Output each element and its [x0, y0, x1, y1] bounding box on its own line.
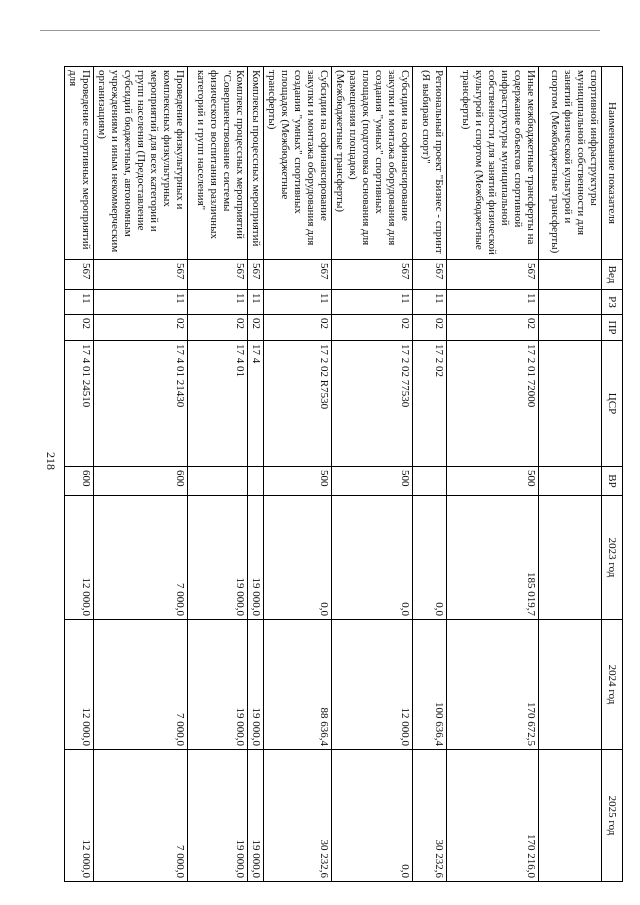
cell-2023: 185 019,7	[447, 496, 539, 620]
cell-2023: 19 000,0	[188, 496, 248, 620]
page-number: 218	[44, 452, 58, 470]
header-2025: 2025 год	[602, 750, 623, 882]
cell-name: Иные межбюджетные трансферты на содержание объектов спортивной инфраструктуры муниципальной собственности для занятий физической культурой и спортом (Межбюджетные трансферты)	[447, 67, 539, 260]
cell-csr: 17 2 02 R7530	[264, 341, 332, 467]
cell-2025: 0,0	[332, 750, 413, 882]
table-row	[332, 67, 413, 882]
cell-name: Проведение спортивных мероприятий для	[65, 67, 94, 260]
cell-2025: 7 000,0	[94, 750, 188, 882]
cell-name: Проведение физкультурных и комплексных физкультурных мероприятий для всех категорий и групп населения (Предоставление субсидий бюджетным, автономным учреждениям и иным некоммерческим организациям)	[94, 67, 188, 260]
cell-2024: 12 000,0	[65, 620, 94, 750]
table-row	[447, 67, 539, 882]
cell-name: Комплексы процессных мероприятий	[248, 67, 264, 260]
cell-name: Субсидии на софинансирование закупки и монтажа оборудования для создания "умных" спортивных площадок (Межбюджетные трансферты)	[264, 67, 332, 260]
cell-csr	[539, 341, 602, 467]
header-csr: ЦСР	[602, 341, 623, 467]
cell-rz	[539, 290, 602, 315]
cell-ved: 567	[413, 260, 447, 290]
header-ved: Вед	[602, 260, 623, 290]
cell-2023: 0,0	[264, 496, 332, 620]
cell-rz: 11	[65, 290, 94, 315]
cell-ved: 567	[94, 260, 188, 290]
cell-rz: 11	[264, 290, 332, 315]
cell-ved: 567	[188, 260, 248, 290]
cell-rz: 11	[332, 290, 413, 315]
cell-2025: 12 000,0	[65, 750, 94, 882]
cell-vr	[413, 467, 447, 496]
cell-ved: 567	[264, 260, 332, 290]
cell-rz: 11	[447, 290, 539, 315]
cell-2024: 88 636,4	[264, 620, 332, 750]
cell-vr: 600	[94, 467, 188, 496]
cell-pr	[539, 315, 602, 341]
cell-name: Комплекс процессных мероприятий "Совершенствование системы физического воспитания различных категорий и групп населения"	[188, 67, 248, 260]
cell-2024: 100 636,4	[413, 620, 447, 750]
header-2024: 2024 год	[602, 620, 623, 750]
cell-ved: 567	[65, 260, 94, 290]
cell-vr: 500	[332, 467, 413, 496]
cell-2023: 0,0	[332, 496, 413, 620]
header-vr: ВР	[602, 467, 623, 496]
cell-2025	[539, 750, 602, 882]
cell-2023	[539, 496, 602, 620]
cell-2025: 30 232,6	[264, 750, 332, 882]
cell-rz: 11	[188, 290, 248, 315]
cell-ved: 567	[248, 260, 264, 290]
cell-name: Региональный проект "Бизнес - спринт (Я выбираю спорт)"	[413, 67, 447, 260]
table-row	[94, 67, 188, 882]
cell-rz: 11	[94, 290, 188, 315]
cell-vr: 500	[447, 467, 539, 496]
cell-ved: 567	[332, 260, 413, 290]
cell-2024: 170 672,5	[447, 620, 539, 750]
cell-csr: 17 4 01	[188, 341, 248, 467]
cell-pr: 02	[65, 315, 94, 341]
cell-vr: 500	[264, 467, 332, 496]
cell-pr: 02	[332, 315, 413, 341]
table-row	[65, 67, 94, 882]
cell-vr: 600	[65, 467, 94, 496]
scan-edge-line	[40, 30, 600, 31]
cell-rz: 11	[413, 290, 447, 315]
table-row	[413, 67, 447, 882]
table-row	[264, 67, 332, 882]
cell-name: Субсидии на софинансирование закупки и монтажа оборудования для создания "умных" спортивных площадок (подготовка основания для размещения площадок) (Межбюджетные трансферты)	[332, 67, 413, 260]
table-row	[539, 67, 602, 882]
cell-pr: 02	[264, 315, 332, 341]
cell-2024: 12 000,0	[332, 620, 413, 750]
header-pr: ПР	[602, 315, 623, 341]
table-row	[248, 67, 264, 882]
table-row	[188, 67, 248, 882]
cell-ved	[539, 260, 602, 290]
cell-name: спортивной инфраструктуры муниципальной собственности для занятий физической культурой и спортом (Межбюджетные трансферты)	[539, 67, 602, 260]
cell-2024: 7 000,0	[94, 620, 188, 750]
header-name: Наименование показателя	[602, 67, 623, 260]
cell-csr: 17 2 01 72000	[447, 341, 539, 467]
cell-vr	[248, 467, 264, 496]
cell-2025: 19 000,0	[188, 750, 248, 882]
cell-2023: 19 000,0	[248, 496, 264, 620]
rotated-table-wrapper	[67, 66, 623, 881]
cell-csr: 17 2 02 77530	[332, 341, 413, 467]
cell-csr: 17 2 02	[413, 341, 447, 467]
cell-2025: 170 216,0	[447, 750, 539, 882]
header-rz: РЗ	[602, 290, 623, 315]
cell-2025: 30 232,6	[413, 750, 447, 882]
budget-table	[64, 66, 623, 882]
cell-2023: 12 000,0	[65, 496, 94, 620]
cell-pr: 02	[447, 315, 539, 341]
cell-csr: 17 4	[248, 341, 264, 467]
cell-pr: 02	[188, 315, 248, 341]
cell-2023: 0,0	[413, 496, 447, 620]
cell-vr	[539, 467, 602, 496]
cell-vr	[188, 467, 248, 496]
cell-pr: 02	[94, 315, 188, 341]
cell-csr: 17 4 01 21430	[94, 341, 188, 467]
cell-2023: 7 000,0	[94, 496, 188, 620]
cell-2024: 19 000,0	[248, 620, 264, 750]
cell-ved: 567	[447, 260, 539, 290]
cell-2025: 19 000,0	[248, 750, 264, 882]
cell-pr: 02	[248, 315, 264, 341]
header-2023: 2023 год	[602, 496, 623, 620]
table-header-row	[602, 67, 623, 882]
cell-csr: 17 4 01 24510	[65, 341, 94, 467]
cell-2024: 19 000,0	[188, 620, 248, 750]
cell-pr: 02	[413, 315, 447, 341]
cell-rz: 11	[248, 290, 264, 315]
cell-2024	[539, 620, 602, 750]
